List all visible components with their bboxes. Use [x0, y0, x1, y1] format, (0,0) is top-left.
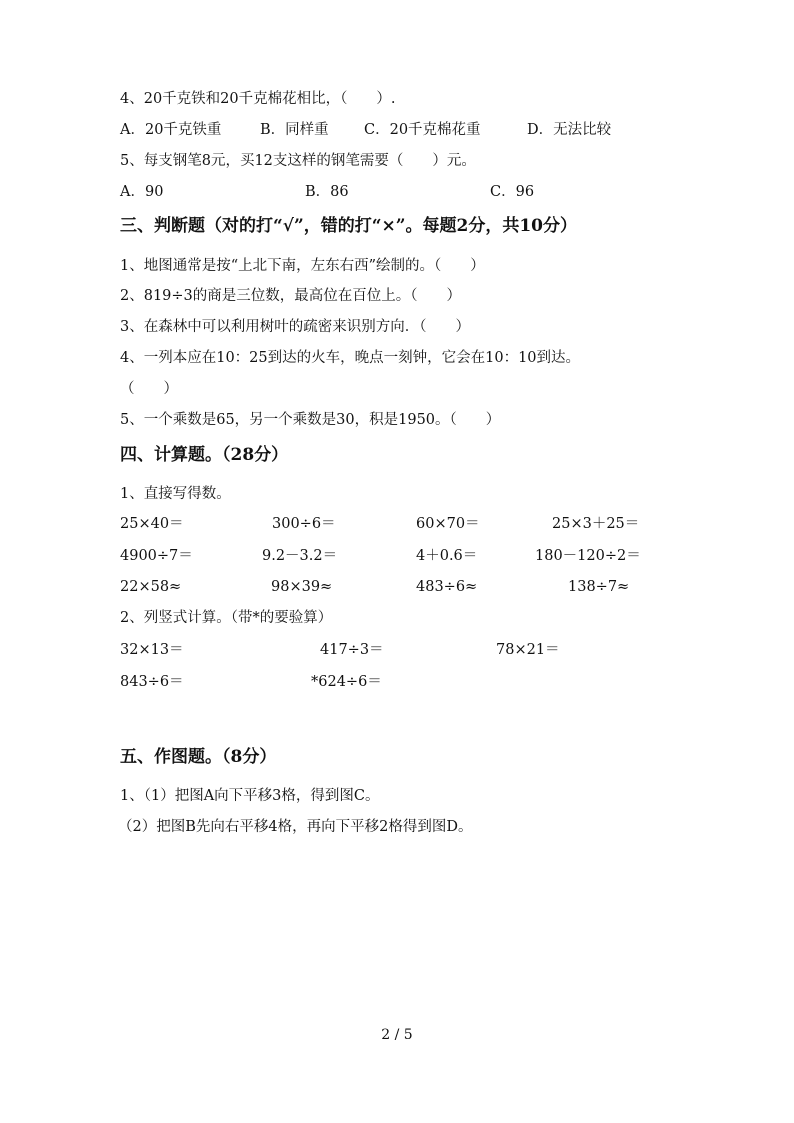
direct-calc-cell: 9.2－3.2＝ — [262, 548, 338, 564]
vertical-calc-cell: *624÷6＝ — [311, 674, 382, 690]
section3-item-4-answer: （ ） — [120, 381, 178, 397]
direct-calc-cell: 22×58≈ — [120, 579, 182, 595]
direct-calc-cell: 25×3＋25＝ — [552, 516, 640, 532]
direct-calc-cell: 138÷7≈ — [568, 579, 630, 595]
q5-option-b: B．86 — [305, 184, 349, 200]
section2-q5: 5、每支钢笔8元，买12支这样的钢笔需要（ ）元。 — [120, 153, 476, 169]
direct-calc-cell: 483÷6≈ — [416, 579, 478, 595]
vertical-calc-cell: 843÷6＝ — [120, 674, 184, 690]
section4-heading: 四、计算题。（28分） — [120, 445, 289, 465]
direct-calc-cell: 4＋0.6＝ — [416, 548, 478, 564]
section3-item-3: 3、在森林中可以利用树叶的疏密来识别方向．（ ） — [120, 319, 470, 335]
direct-calc-cell: 4900÷7＝ — [120, 548, 193, 564]
section4-sub2: 2、列竖式计算。（带*的要验算） — [120, 610, 333, 626]
section5-item-1: 1、（1）把图A向下平移3格，得到图C。 — [120, 788, 380, 804]
section3-item-2: 2、819÷3的商是三位数，最高位在百位上。（ ） — [120, 288, 462, 304]
vertical-calc-cell: 78×21＝ — [496, 642, 560, 658]
page-number: 2 / 5 — [381, 1027, 413, 1043]
vertical-calc-cell: 32×13＝ — [120, 642, 184, 658]
q4-option-b: B．同样重 — [260, 122, 329, 138]
section3-item-5: 5、一个乘数是65，另一个乘数是30，积是1950。（ ） — [120, 412, 501, 428]
q4-option-a: A．20千克铁重 — [120, 122, 222, 138]
direct-calc-cell: 98×39≈ — [271, 579, 333, 595]
section4-sub1: 1、直接写得数。 — [120, 486, 231, 502]
section5-item-2: （2）把图B先向右平移4格，再向下平移2格得到图D。 — [118, 819, 473, 835]
q5-option-a: A．90 — [120, 184, 164, 200]
q4-option-d: D．无法比较 — [527, 122, 612, 138]
direct-calc-cell: 300÷6＝ — [272, 516, 336, 532]
q4-option-c: C．20千克棉花重 — [364, 122, 481, 138]
direct-calc-cell: 60×70＝ — [416, 516, 480, 532]
section5-heading: 五、作图题。（8分） — [120, 747, 277, 767]
section3-heading: 三、判断题（对的打“√”，错的打“×”。每题2分，共10分） — [120, 216, 578, 236]
q5-option-c: C．96 — [490, 184, 535, 200]
section2-q4: 4、20千克铁和20千克棉花相比，（ ）. — [120, 91, 396, 107]
vertical-calc-cell: 417÷3＝ — [320, 642, 384, 658]
section3-item-1: 1、地图通常是按“上北下南，左东右西”绘制的。（ ） — [120, 258, 485, 274]
direct-calc-cell: 25×40＝ — [120, 516, 184, 532]
section3-item-4: 4、一列本应在10：25到达的火车，晚点一刻钟，它会在10：10到达。 — [120, 350, 581, 366]
direct-calc-cell: 180－120÷2＝ — [535, 548, 641, 564]
